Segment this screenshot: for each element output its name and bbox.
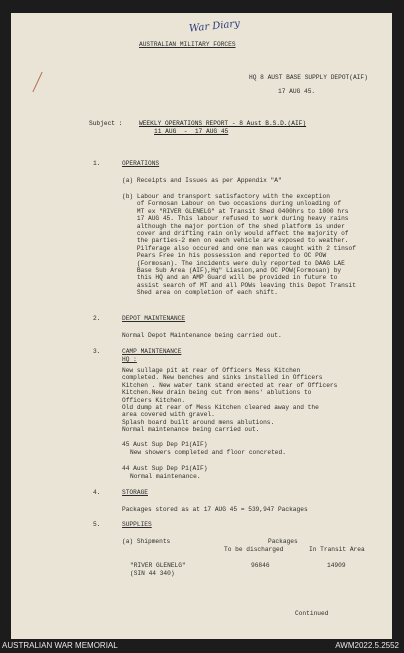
col-header-discharge: To be discharged [224, 546, 284, 553]
section-3-heading: CAMP MAINTENANCE [122, 348, 182, 355]
section-2-number: 2. [93, 315, 101, 322]
continued-note: Continued [295, 610, 329, 617]
section-4-number: 4. [93, 489, 101, 496]
doc-date: 17 AUG 45. [278, 88, 316, 95]
transit-value: 14909 [327, 562, 346, 569]
text-line: the parties-2 men on each vehicle are exposed to weather. [122, 237, 349, 245]
section-2-heading: DEPOT MAINTENANCE [122, 315, 186, 322]
shipments-label: (a) Shipments [122, 538, 171, 545]
footer-credit: AUSTRALIAN WAR MEMORIAL [2, 641, 118, 650]
depot-45-title: 45 Aust Sup Dep P1(AIF) [122, 441, 208, 448]
section-2-text: Normal Depot Maintenance being carried out. [122, 332, 282, 339]
discharge-value: 96846 [251, 562, 270, 569]
text-line: of Formosan Labour on two occasions during unloading of [122, 200, 342, 208]
text-line: MT ex "RIVER GLENELG" at Transit Shed 0400hrs to 1000 hrs [122, 207, 349, 215]
text-line: cover and drifting rain only would affect the majority of [122, 230, 349, 237]
col-header-packages: Packages [268, 538, 298, 545]
text-line: Normal maintenance being carried out. [122, 426, 260, 434]
footer-bar [0, 640, 404, 653]
subject-label: Subject : [89, 120, 123, 127]
text-line: Officers Kitchen. [122, 396, 186, 404]
text-line: this HQ and an AMP Guard will be provided in future to [122, 274, 338, 282]
pencil-mark [32, 72, 42, 92]
section-5-number: 5. [93, 521, 101, 528]
text-line: Old dump at rear of Mess Kitchen cleared away and the [122, 404, 319, 411]
depot-45-text: New showers completed and floor concreted. [130, 449, 286, 456]
section-4-text: Packages stored as at 17 AUG 45 = 539,947 Packages [122, 506, 308, 513]
unit-header: HQ 8 AUST BASE SUPPLY DEPOT(AIF) [249, 74, 368, 81]
text-line: Pilferage also occured and one man was caught with 2 tinsof [122, 244, 356, 252]
section-5-heading: SUPPLIES [122, 521, 152, 528]
section-3-number: 3. [93, 348, 101, 355]
text-line: Kitchen.New drain being cut from mens' ablutions to [122, 389, 312, 397]
ship-serial: (SIN 44 340) [130, 570, 175, 577]
text-line: completed. New benches and sinks installed in Officers [122, 374, 323, 382]
subject-line-1: WEEKLY OPERATIONS REPORT - 8 Aust B.S.D.(AIF) [139, 120, 307, 127]
text-line: assist search of MT and all POWs leaving this Depot Transit [122, 281, 356, 289]
text-line: Base Sub Area (AIF),Hq" Liasion,and OC POW(Formosan) by [122, 267, 342, 274]
footer-accession-number: AWM2022.5.2552 [335, 641, 399, 650]
depot-44-title: 44 Aust Sup Dep P1(AIF) [122, 465, 208, 472]
handwritten-annotation: War Diary [188, 18, 241, 35]
subject-line-2: 11 AUG - 17 AUG 45 [154, 128, 229, 135]
text-line: Pears Free in his possession and reported to OC POW [122, 252, 327, 260]
ship-name: "RIVER GLENELG" [130, 562, 186, 569]
text-line: New sullage pit at rear of Officers Mess Kitchen [122, 367, 301, 374]
section-3-hq-label: HQ : [122, 356, 137, 363]
text-line: (Formosan). The incidents were duly reported to DAAG LAE [122, 259, 345, 267]
section-1-heading: OPERATIONS [122, 160, 160, 167]
doc-title: AUSTRALIAN MILITARY FORCES [139, 41, 236, 48]
text-line: Splash board built around mens ablutions. [122, 418, 275, 426]
section-1-number: 1. [93, 160, 101, 167]
text-line: Kitchen . New water tank stand erected at rear of Officers [122, 381, 338, 389]
text-line: (b) Labour and transport satisfactory with the exception [122, 193, 330, 200]
text-line: Shed area on completion of each shift. [122, 289, 278, 297]
text-line: although the major portion of the shed platform is under [122, 222, 345, 230]
section-4-heading: STORAGE [122, 489, 148, 496]
text-line: area covered with gravel. [122, 411, 215, 419]
section-1-item-a: (a) Receipts and Issues as per Appendix "A" [122, 177, 282, 184]
text-line: 17 AUG 45. This labour refused to work during heavy rains [122, 215, 349, 223]
document-page [11, 13, 392, 639]
col-header-transit: In Transit Area [309, 546, 365, 553]
depot-44-text: Normal maintenance. [130, 473, 201, 480]
